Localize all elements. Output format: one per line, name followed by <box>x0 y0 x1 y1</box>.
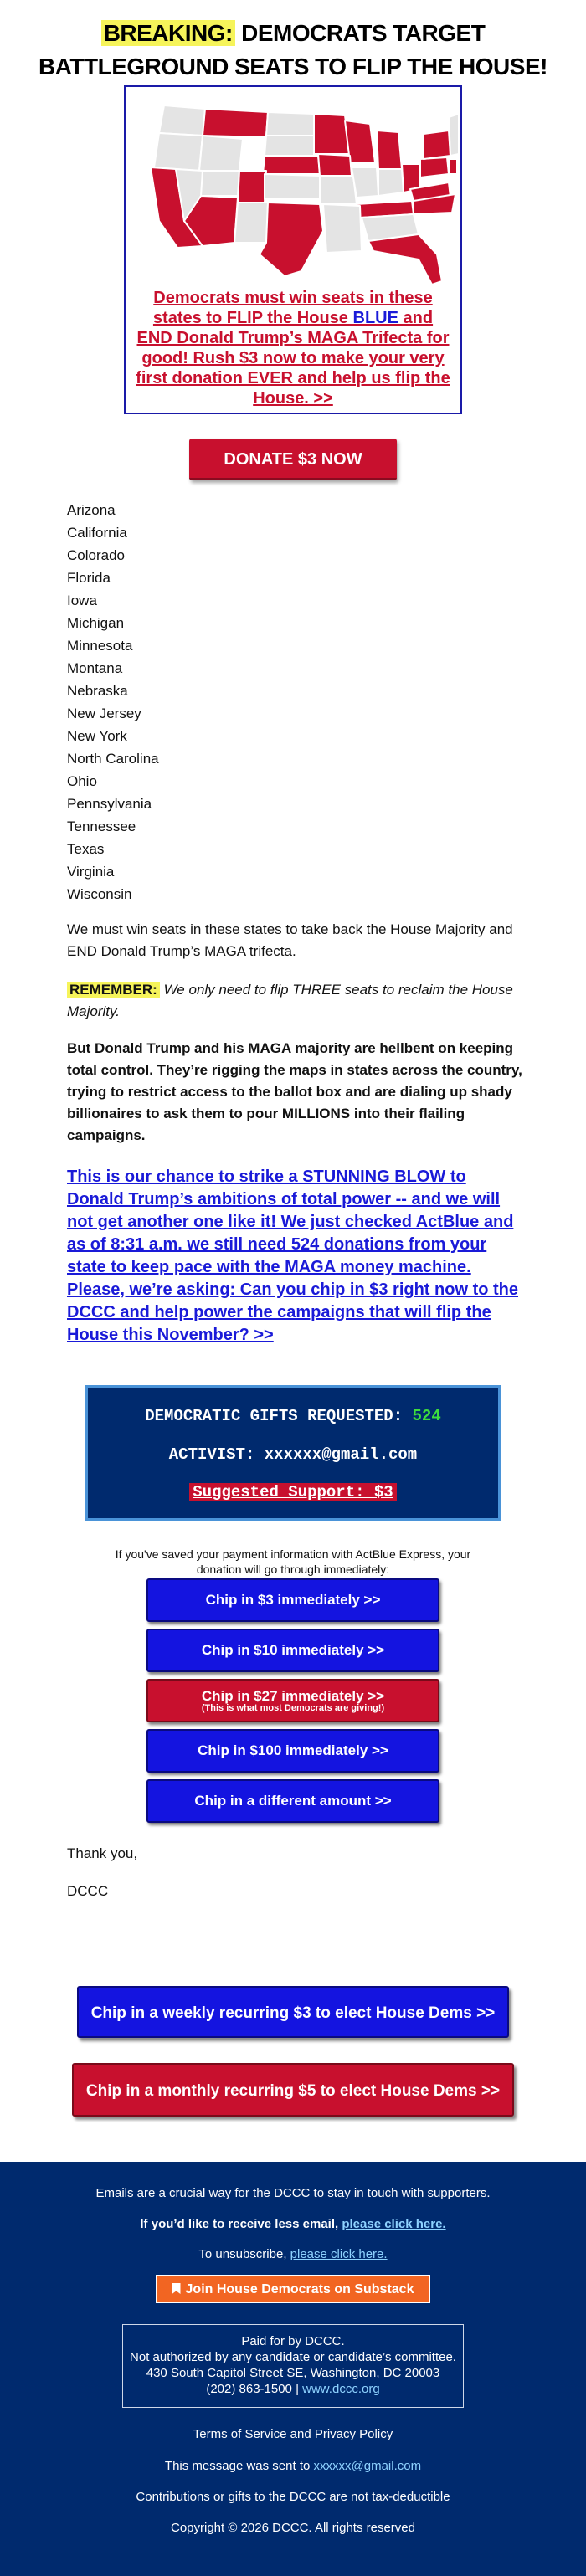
footer-unsubscribe <box>0 2247 586 2261</box>
state-item: Minnesota <box>67 638 133 654</box>
chip-27-label: Chip in $27 immediately >> <box>201 1688 385 1704</box>
remember-label: REMEMBER: <box>67 982 160 998</box>
remember-paragraph <box>67 979 526 1023</box>
tax-note: Contributions or gifts to the DCCC are not tax-deductible <box>136 2490 450 2504</box>
state-item: Michigan <box>67 615 125 631</box>
chip-other-amount-button[interactable]: Chip in a different amount >> <box>146 1779 440 1823</box>
map-state <box>266 112 314 136</box>
map-state-new-jersey <box>449 159 457 174</box>
state-item: New Jersey <box>67 706 141 721</box>
donate-3-button[interactable]: DONATE $3 NOW <box>189 439 397 480</box>
state-item: Ohio <box>67 773 97 789</box>
map-state <box>352 167 378 198</box>
state-item: Iowa <box>67 593 97 608</box>
chip-27-subtext: (This is what most Democrats are giving!) <box>201 1703 385 1713</box>
not-authorized: Not authorized by any candidate or candidate’s committee. <box>130 2350 456 2364</box>
phone: (202) 863-1500 | <box>206 2382 303 2396</box>
suggested-support[interactable] <box>88 1483 498 1501</box>
copyright: Copyright © 2026 DCCC. All rights reserved <box>170 2521 415 2535</box>
unsubscribe-text: To unsubscribe, <box>198 2247 290 2261</box>
website-link[interactable]: www.dccc.org <box>302 2382 380 2396</box>
remember-text: We only need to flip THREE seats to reclaim the House Majority. <box>67 982 513 1019</box>
footer-less-email <box>0 2217 586 2231</box>
map-state-colorado <box>238 171 266 203</box>
phone-website <box>123 2381 463 2397</box>
actblue-express-note: If you've saved your payment information with ActBlue Express, your donation will go through immediately: <box>115 1547 471 1576</box>
state-list <box>67 499 536 906</box>
state-item: Texas <box>67 841 105 857</box>
bookmark-icon <box>172 2283 181 2294</box>
headline-line1-rest: DEMOCRATS TARGET <box>234 20 486 46</box>
map-state <box>265 174 320 199</box>
map-state <box>234 203 268 243</box>
map-state <box>159 105 205 136</box>
terms-link[interactable]: Terms of Service and Privacy Policy <box>193 2427 393 2441</box>
activist-email: ACTIVIST: xxxxxx@gmail.com <box>168 1445 418 1464</box>
chip-27-button[interactable] <box>146 1679 440 1722</box>
sent-to <box>0 2459 586 2473</box>
state-item: Montana <box>67 660 123 676</box>
battleground-map-card[interactable] <box>124 85 462 414</box>
map-state-pennsylvania <box>420 157 449 177</box>
map-state-iowa <box>318 154 352 176</box>
weekly-recurring-button[interactable]: Chip in a weekly recurring $3 to elect House Dems >> <box>77 1986 509 2038</box>
body-paragraph-1: We must win seats in these states to take back the House Majority and END Donald Trump’s MAGA trifecta. <box>67 921 513 959</box>
gifts-requested-count: 524 <box>412 1407 441 1425</box>
headline <box>0 0 586 84</box>
map-state <box>320 176 357 204</box>
state-item: Virginia <box>67 864 115 880</box>
state-item: Tennessee <box>67 818 136 834</box>
map-state-michigan <box>377 131 402 169</box>
sent-to-email-link[interactable]: xxxxxx@gmail.com <box>313 2459 422 2473</box>
sent-to-text: This message was sent to <box>164 2459 314 2473</box>
footer <box>0 2162 586 2576</box>
map-state-florida <box>368 234 442 285</box>
state-item: Colorado <box>67 547 125 563</box>
state-item: Wisconsin <box>67 886 132 902</box>
map-state <box>199 136 243 171</box>
state-item: Nebraska <box>67 683 128 699</box>
state-item: Florida <box>67 570 111 586</box>
state-item: New York <box>67 728 127 744</box>
unsubscribe-link[interactable]: please click here. <box>290 2247 388 2261</box>
state-item: California <box>67 525 127 541</box>
chip-10-button[interactable]: Chip in $10 immediately >> <box>146 1629 440 1672</box>
us-map-image <box>126 87 460 288</box>
map-state-texas <box>260 203 323 276</box>
state-item: Pennsylvania <box>67 796 152 812</box>
paid-by: Paid for by DCCC. <box>241 2334 345 2348</box>
map-state <box>378 169 404 196</box>
map-state <box>323 204 362 253</box>
body-paragraph-3: But Donald Trump and his MAGA majority are hellbent on keeping total control. They’re rigging the maps in states across the country, trying to restrict access to the ballot box and are dialing up shady billionaires to ask them to pour MILLIONS into their flailing campaigns. <box>67 1040 522 1143</box>
map-state-new-york <box>424 131 450 159</box>
less-email-link[interactable]: please click here. <box>342 2217 446 2231</box>
paid-for-box <box>122 2324 464 2408</box>
map-caption-part2: and END Donald Trump’s MAGA Trifecta for good! Rush $3 now to make your very first donation EVER and help us flip the House. >> <box>136 309 450 408</box>
gifts-requested-label: DEMOCRATIC GIFTS REQUESTED: <box>145 1407 413 1425</box>
map-state <box>265 136 314 156</box>
map-caption-link[interactable] <box>136 288 450 408</box>
suggested-support-link[interactable]: Suggested Support: $3 <box>189 1483 396 1501</box>
state-item: Arizona <box>67 502 116 518</box>
less-email-text: If you’d like to receive less email, <box>140 2217 342 2231</box>
signoff-name: DCCC <box>67 1883 109 1899</box>
appeal-link[interactable]: This is our chance to strike a STUNNING BLOW to Donald Trump’s ambitions of total power -- and we will not get another one like it! We just checked ActBlue and as of 8:31 a.m. we still need 524 donations from your state to keep pace with the MAGA money machine. Please, we’re asking: Can you chip in $3 right now to the DCCC and help power the campaigns that will flip the House this November? >> <box>67 1167 519 1344</box>
map-state-montana <box>203 109 268 137</box>
substack-button[interactable] <box>156 2275 430 2303</box>
map-state-nebraska <box>263 156 320 174</box>
map-state <box>449 114 459 156</box>
map-caption-blue-word: BLUE <box>352 309 398 327</box>
address: 430 South Capitol Street SE, Washington, DC 20003 <box>146 2366 440 2380</box>
footer-email-note: Emails are a crucial way for the DCCC to stay in touch with supporters. <box>95 2186 491 2200</box>
headline-line1 <box>0 17 586 50</box>
substack-label: Join House Democrats on Substack <box>185 2282 414 2296</box>
chip-3-button[interactable]: Chip in $3 immediately >> <box>146 1578 440 1622</box>
breaking-highlight: BREAKING: <box>101 20 235 46</box>
map-state <box>154 133 203 171</box>
monthly-recurring-button[interactable]: Chip in a monthly recurring $5 to elect House Dems >> <box>72 2063 514 2117</box>
headline-line2: BATTLEGROUND SEATS TO FLIP THE HOUSE! <box>39 54 547 80</box>
state-item: North Carolina <box>67 751 159 767</box>
gift-request-box[interactable] <box>85 1385 501 1521</box>
chip-100-button[interactable]: Chip in $100 immediately >> <box>146 1729 440 1773</box>
gifts-requested-line <box>88 1407 498 1425</box>
map-state <box>201 171 239 196</box>
signoff-thanks: Thank you, <box>67 1845 138 1861</box>
map-caption-part1: Democrats must win seats in these states to FLIP the House <box>152 289 433 327</box>
